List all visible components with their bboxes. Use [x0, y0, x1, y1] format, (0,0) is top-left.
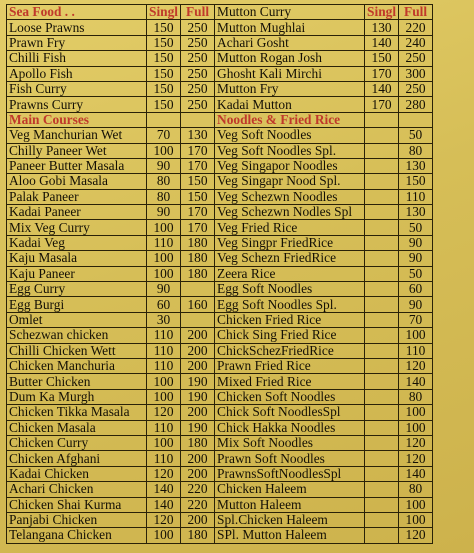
menu-item-name: Chicken Manchuria — [7, 358, 147, 373]
menu-item-name: Aloo Gobi Masala — [7, 174, 147, 189]
menu-item-single-price — [365, 189, 399, 204]
menu-item-name: Egg Curry — [7, 282, 147, 297]
table-row — [7, 251, 433, 266]
menu-item-full-price: 130 — [399, 158, 433, 173]
menu-item-name: ChickSchezFriedRice — [215, 343, 365, 358]
menu-item-full-price: 220 — [181, 497, 215, 512]
menu-item-full-price: 120 — [399, 451, 433, 466]
menu-item-name: Kaju Masala — [7, 251, 147, 266]
menu-item-full-price: 200 — [181, 512, 215, 527]
menu-item-full-price: 200 — [181, 405, 215, 420]
menu-item-single-price: 150 — [147, 51, 181, 66]
menu-item-name: Kaju Paneer — [7, 266, 147, 281]
menu-item-full-price: 300 — [399, 66, 433, 81]
menu-item-full-price: 80 — [399, 389, 433, 404]
table-row — [7, 482, 433, 497]
menu-item-full-price: 180 — [181, 435, 215, 450]
menu-item-single-price: 100 — [147, 528, 181, 543]
menu-item-name: Chicken Haleem — [215, 482, 365, 497]
right-section-title: Noodles & Fried Rice — [215, 112, 365, 127]
menu-item-single-price: 140 — [147, 482, 181, 497]
col-header-full: Full — [181, 5, 215, 20]
menu-item-name: Kadai Mutton — [215, 97, 365, 112]
menu-item-name: Chicken Afghani — [7, 451, 147, 466]
section-title-sea-food: Sea Food . . — [7, 5, 147, 20]
menu-item-single-price: 110 — [147, 343, 181, 358]
menu-item-full-price — [181, 282, 215, 297]
menu-item-single-price: 60 — [147, 297, 181, 312]
menu-item-full-price: 220 — [181, 482, 215, 497]
menu-item-full-price: 250 — [181, 81, 215, 96]
menu-item-single-price: 170 — [365, 97, 399, 112]
table-row — [7, 20, 433, 35]
menu-item-full-price: 100 — [399, 420, 433, 435]
menu-item-name: Chicken Tikka Masala — [7, 405, 147, 420]
table-row — [7, 528, 433, 543]
menu-item-name: Chicken Soft Noodles — [215, 389, 365, 404]
right-section-blank — [399, 112, 433, 127]
left-section-blank — [147, 112, 181, 127]
menu-item-name: Egg Soft Noodles Spl. — [215, 297, 365, 312]
menu-item-full-price: 180 — [181, 528, 215, 543]
menu-item-name: Fish Curry — [7, 81, 147, 96]
menu-item-name: Mutton Haleem — [215, 497, 365, 512]
col-header-single: Singl — [365, 5, 399, 20]
menu-item-single-price — [365, 466, 399, 481]
menu-item-name: Veg Singapor Noodles — [215, 158, 365, 173]
menu-item-single-price: 150 — [365, 51, 399, 66]
menu-item-full-price: 180 — [181, 235, 215, 250]
menu-item-name: Achari Gosht — [215, 35, 365, 50]
menu-table — [6, 4, 433, 544]
menu-item-full-price: 190 — [181, 389, 215, 404]
menu-item-single-price: 130 — [365, 20, 399, 35]
menu-item-full-price: 130 — [181, 128, 215, 143]
table-row — [7, 451, 433, 466]
menu-item-full-price: 120 — [399, 358, 433, 373]
menu-item-single-price: 110 — [147, 420, 181, 435]
menu-item-single-price — [365, 205, 399, 220]
menu-item-full-price: 160 — [181, 297, 215, 312]
menu-item-name: Egg Soft Noodles — [215, 282, 365, 297]
menu-item-single-price: 100 — [147, 435, 181, 450]
menu-item-full-price: 50 — [399, 128, 433, 143]
menu-item-single-price: 30 — [147, 312, 181, 327]
menu-item-name: Veg Schezwn Noodles — [215, 189, 365, 204]
menu-item-name: Chicken Fried Rice — [215, 312, 365, 327]
menu-item-name: Kadai Chicken — [7, 466, 147, 481]
menu-item-full-price: 120 — [399, 435, 433, 450]
table-row — [7, 97, 433, 112]
menu-item-name: Schezwan chicken — [7, 328, 147, 343]
menu-item-single-price: 140 — [365, 35, 399, 50]
menu-item-name: Dum Ka Murgh — [7, 389, 147, 404]
menu-item-single-price: 120 — [147, 512, 181, 527]
table-row — [7, 35, 433, 50]
menu-item-full-price: 180 — [181, 266, 215, 281]
table-row — [7, 358, 433, 373]
menu-item-full-price: 150 — [181, 174, 215, 189]
table-row — [7, 205, 433, 220]
menu-item-name: Chilli Fish — [7, 51, 147, 66]
table-row — [7, 435, 433, 450]
menu-item-full-price: 120 — [399, 528, 433, 543]
menu-item-single-price — [365, 282, 399, 297]
left-section-blank — [181, 112, 215, 127]
menu-item-name: Mutton Fry — [215, 81, 365, 96]
menu-item-single-price: 110 — [147, 451, 181, 466]
menu-item-full-price: 250 — [399, 81, 433, 96]
menu-item-single-price: 90 — [147, 158, 181, 173]
menu-item-full-price: 140 — [399, 466, 433, 481]
table-row — [7, 174, 433, 189]
menu-item-single-price: 80 — [147, 189, 181, 204]
menu-item-name: Veg Singpr FriedRice — [215, 235, 365, 250]
menu-item-name: Chicken Masala — [7, 420, 147, 435]
table-row — [7, 497, 433, 512]
menu-item-single-price: 110 — [147, 328, 181, 343]
menu-item-single-price — [365, 451, 399, 466]
menu-item-single-price — [365, 343, 399, 358]
menu-item-full-price: 150 — [181, 189, 215, 204]
menu-item-single-price — [365, 158, 399, 173]
menu-item-full-price: 140 — [399, 374, 433, 389]
menu-item-full-price: 70 — [399, 312, 433, 327]
menu-item-full-price: 190 — [181, 420, 215, 435]
right-section-blank — [365, 112, 399, 127]
table-row — [7, 128, 433, 143]
menu-item-single-price: 150 — [147, 35, 181, 50]
menu-item-single-price: 140 — [365, 81, 399, 96]
menu-item-single-price: 100 — [147, 389, 181, 404]
menu-item-full-price: 80 — [399, 143, 433, 158]
menu-item-name: Veg Soft Noodles Spl. — [215, 143, 365, 158]
menu-item-name: Egg Burgi — [7, 297, 147, 312]
table-row — [7, 343, 433, 358]
menu-item-full-price: 170 — [181, 143, 215, 158]
menu-item-single-price: 150 — [147, 97, 181, 112]
menu-item-name: Mix Soft Noodles — [215, 435, 365, 450]
menu-item-name: Veg Manchurian Wet — [7, 128, 147, 143]
menu-item-single-price — [365, 497, 399, 512]
menu-item-single-price: 150 — [147, 20, 181, 35]
menu-item-single-price: 120 — [147, 405, 181, 420]
menu-item-name: Mixed Fried Rice — [215, 374, 365, 389]
menu-item-name: Veg Singapr Nood Spl. — [215, 174, 365, 189]
menu-item-full-price: 250 — [181, 66, 215, 81]
table-row — [7, 66, 433, 81]
table-row — [7, 81, 433, 96]
menu-item-full-price: 200 — [181, 466, 215, 481]
menu-item-name: Spl.Chicken Haleem — [215, 512, 365, 527]
table-row — [7, 112, 433, 127]
menu-item-full-price: 200 — [181, 451, 215, 466]
table-row — [7, 297, 433, 312]
menu-item-single-price — [365, 405, 399, 420]
menu-item-single-price — [365, 512, 399, 527]
menu-item-full-price: 250 — [181, 51, 215, 66]
menu-item-full-price: 200 — [181, 358, 215, 373]
menu-item-name: Chick Hakka Noodles — [215, 420, 365, 435]
table-row — [7, 374, 433, 389]
menu-item-single-price: 140 — [147, 497, 181, 512]
table-row — [7, 189, 433, 204]
col-header-full: Full — [399, 5, 433, 20]
menu-item-full-price: 250 — [399, 51, 433, 66]
menu-item-single-price — [365, 420, 399, 435]
table-row — [7, 312, 433, 327]
menu-item-full-price: 100 — [399, 328, 433, 343]
menu-item-name: Veg Schezwn Nodles Spl — [215, 205, 365, 220]
menu-item-full-price: 280 — [399, 97, 433, 112]
menu-item-full-price: 200 — [181, 343, 215, 358]
menu-item-name: Chilli Chicken Wett — [7, 343, 147, 358]
menu-item-name: Zeera Rice — [215, 266, 365, 281]
table-row — [7, 420, 433, 435]
table-row — [7, 466, 433, 481]
table-row — [7, 512, 433, 527]
menu-item-single-price: 100 — [147, 266, 181, 281]
menu-item-full-price: 110 — [399, 189, 433, 204]
menu-item-full-price: 190 — [181, 374, 215, 389]
menu-item-full-price: 60 — [399, 282, 433, 297]
menu-item-full-price: 100 — [399, 497, 433, 512]
menu-item-single-price — [365, 312, 399, 327]
menu-item-name: Prawn Fry — [7, 35, 147, 50]
menu-item-full-price: 100 — [399, 512, 433, 527]
menu-item-name: Veg Schezn FriedRice — [215, 251, 365, 266]
menu-item-name: Ghosht Kali Mirchi — [215, 66, 365, 81]
menu-item-full-price: 170 — [181, 158, 215, 173]
menu-item-full-price: 220 — [399, 20, 433, 35]
table-row — [7, 389, 433, 404]
menu-item-single-price — [365, 528, 399, 543]
table-row — [7, 143, 433, 158]
table-row — [7, 5, 433, 20]
menu-item-full-price: 90 — [399, 251, 433, 266]
table-row — [7, 266, 433, 281]
menu-item-name: Paneer Butter Masala — [7, 158, 147, 173]
menu-item-full-price: 90 — [399, 297, 433, 312]
table-row — [7, 235, 433, 250]
menu-item-single-price — [365, 251, 399, 266]
menu-item-name: Chicken Curry — [7, 435, 147, 450]
menu-item-single-price: 90 — [147, 205, 181, 220]
menu-item-name: Mutton Mughlai — [215, 20, 365, 35]
menu-item-full-price: 250 — [181, 35, 215, 50]
menu-item-single-price — [365, 358, 399, 373]
menu-item-single-price: 170 — [365, 66, 399, 81]
menu-item-single-price — [365, 128, 399, 143]
menu-item-single-price — [365, 297, 399, 312]
menu-item-name: Omlet — [7, 312, 147, 327]
menu-item-single-price: 110 — [147, 358, 181, 373]
menu-item-name: Kadai Veg — [7, 235, 147, 250]
table-row — [7, 405, 433, 420]
menu-item-name: Prawns Curry — [7, 97, 147, 112]
menu-item-full-price — [181, 312, 215, 327]
menu-item-full-price: 250 — [181, 97, 215, 112]
menu-item-single-price — [365, 143, 399, 158]
menu-item-full-price: 110 — [399, 343, 433, 358]
left-section-title: Main Courses — [7, 112, 147, 127]
menu-item-single-price: 100 — [147, 220, 181, 235]
menu-item-full-price: 170 — [181, 220, 215, 235]
menu-item-name: Panjabi Chicken — [7, 512, 147, 527]
menu-item-name: Apollo Fish — [7, 66, 147, 81]
menu-item-single-price: 110 — [147, 235, 181, 250]
menu-item-name: Chick Soft NoodlesSpl — [215, 405, 365, 420]
menu-item-single-price — [365, 174, 399, 189]
menu-item-single-price: 100 — [147, 143, 181, 158]
menu-item-full-price: 150 — [399, 174, 433, 189]
table-row — [7, 158, 433, 173]
menu-item-single-price — [365, 220, 399, 235]
menu-item-single-price — [365, 266, 399, 281]
menu-item-full-price: 180 — [181, 251, 215, 266]
menu-item-full-price: 250 — [181, 20, 215, 35]
menu-item-name: Chilly Paneer Wet — [7, 143, 147, 158]
menu-item-full-price: 50 — [399, 220, 433, 235]
menu-item-name: Veg Fried Rice — [215, 220, 365, 235]
menu-item-name: Chick Sing Fried Rice — [215, 328, 365, 343]
menu-item-single-price: 90 — [147, 282, 181, 297]
menu-item-name: Veg Soft Noodles — [215, 128, 365, 143]
menu-item-single-price — [365, 435, 399, 450]
menu-item-name: Mutton Rogan Josh — [215, 51, 365, 66]
menu-item-single-price: 70 — [147, 128, 181, 143]
menu-item-full-price: 50 — [399, 266, 433, 281]
col-header-single: Singl — [147, 5, 181, 20]
menu-item-single-price: 120 — [147, 466, 181, 481]
menu-item-name: Mix Veg Curry — [7, 220, 147, 235]
menu-item-name: Butter Chicken — [7, 374, 147, 389]
table-row — [7, 282, 433, 297]
menu-item-single-price — [365, 328, 399, 343]
menu-item-single-price — [365, 374, 399, 389]
menu-item-full-price: 240 — [399, 35, 433, 50]
menu-item-name: Palak Paneer — [7, 189, 147, 204]
menu-item-name: Loose Prawns — [7, 20, 147, 35]
menu-item-full-price: 130 — [399, 205, 433, 220]
menu-item-single-price: 150 — [147, 81, 181, 96]
menu-item-name: Chicken Shai Kurma — [7, 497, 147, 512]
table-row — [7, 51, 433, 66]
menu-item-name: Prawn Soft Noodles — [215, 451, 365, 466]
menu-item-name: SPl. Mutton Haleem — [215, 528, 365, 543]
menu-item-single-price: 100 — [147, 251, 181, 266]
menu-item-full-price: 170 — [181, 205, 215, 220]
menu-item-single-price: 150 — [147, 66, 181, 81]
menu-item-single-price: 80 — [147, 174, 181, 189]
menu-item-name: Telangana Chicken — [7, 528, 147, 543]
menu-item-full-price: 200 — [181, 328, 215, 343]
menu-item-name: Kadai Paneer — [7, 205, 147, 220]
menu-item-full-price: 80 — [399, 482, 433, 497]
table-row — [7, 220, 433, 235]
menu-item-name: Achari Chicken — [7, 482, 147, 497]
table-row — [7, 328, 433, 343]
menu-item-single-price: 100 — [147, 374, 181, 389]
menu-item-single-price — [365, 389, 399, 404]
menu-item-full-price: 100 — [399, 405, 433, 420]
menu-item-single-price — [365, 235, 399, 250]
menu-item-name: PrawnsSoftNoodlesSpl — [215, 466, 365, 481]
menu-item-name: Mutton Curry — [215, 5, 365, 20]
menu-item-single-price — [365, 482, 399, 497]
menu-item-name: Prawn Fried Rice — [215, 358, 365, 373]
menu-item-full-price: 90 — [399, 235, 433, 250]
